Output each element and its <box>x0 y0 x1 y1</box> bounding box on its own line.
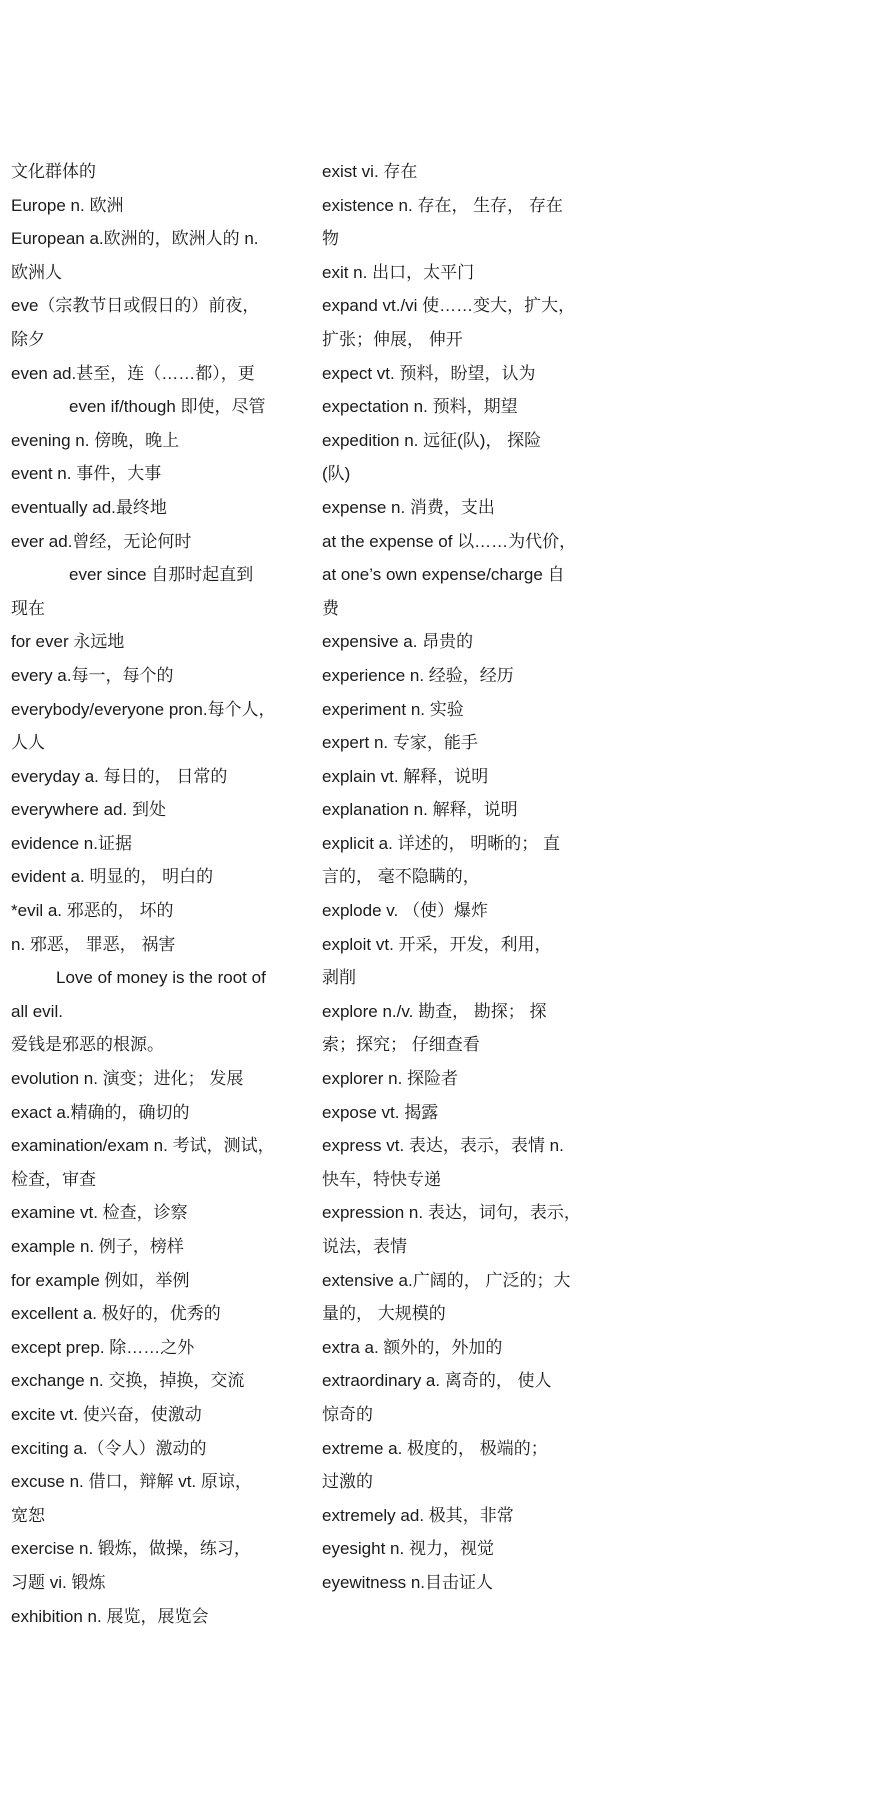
vocab-line: eyesight n. 视力，视觉 <box>322 1539 494 1559</box>
vocab-line: explain vt. 解释，说明 <box>322 766 489 786</box>
vocab-line: example n. 例子，榜样 <box>11 1237 184 1256</box>
vocab-line: explode v. （使）爆炸 <box>322 901 488 921</box>
vocab-line: except prep. 除……之外 <box>11 1337 195 1357</box>
vocab-line: 检查，审查 <box>11 1169 96 1189</box>
vocab-line: (队) <box>322 464 351 484</box>
vocab-line: 扩张；伸展， 伸开 <box>322 329 463 349</box>
vocab-line: extremely ad. 极其，非常 <box>322 1505 514 1525</box>
vocab-line: expensive a. 昂贵的 <box>322 632 474 652</box>
vocab-line: 言的， 毫不隐瞒的， <box>322 867 480 887</box>
vocab-line: event n. 事件，大事 <box>11 464 162 484</box>
vocab-line: European a.欧洲的，欧洲人的 n. <box>11 229 259 249</box>
vocab-line: n. 邪恶， 罪恶， 祸害 <box>11 934 176 954</box>
vocab-line: exchange n. 交换，掉换，交流 <box>11 1371 245 1391</box>
vocab-line: 习题 vi. 锻炼 <box>11 1572 106 1592</box>
vocab-line: expectation n. 预料，期望 <box>322 397 518 417</box>
vocab-line: experience n. 经验，经历 <box>322 665 514 685</box>
vocab-line: 人人 <box>11 733 45 753</box>
vocab-line: examine vt. 检查，诊察 <box>11 1203 188 1223</box>
vocab-line: extra a. 额外的，外加的 <box>322 1337 503 1357</box>
vocab-line: 爱钱是邪恶的根源。 <box>11 1035 164 1055</box>
vocab-line: 量的， 大规模的 <box>322 1304 446 1324</box>
vocab-line: explicit a. 详述的， 明晰的； 直 <box>322 833 561 853</box>
vocab-line: extraordinary a. 离奇的， 使人 <box>322 1371 552 1391</box>
vocab-line: 文化群体的 <box>11 162 96 181</box>
vocab-line: excuse n. 借口，辩解 vt. 原谅， <box>11 1472 252 1492</box>
vocab-line: at one’s own expense/charge 自 <box>322 565 565 585</box>
vocab-line: ever ad.曾经，无论何时 <box>11 531 192 551</box>
vocab-line: even ad.甚至，连（……都），更 <box>11 363 255 383</box>
vocab-line: 剥削 <box>322 968 356 988</box>
vocab-line: for ever 永远地 <box>11 632 125 652</box>
vocab-line: at the expense of 以……为代价， <box>322 531 577 551</box>
vocab-line: existence n. 存在， 生存， 存在 <box>322 195 563 215</box>
vocab-line: Love of money is the root of <box>56 968 266 988</box>
vocab-line: examination/exam n. 考试，测试， <box>11 1136 275 1156</box>
vocab-line: exciting a.（令人）激动的 <box>11 1438 207 1458</box>
vocab-line: 惊奇的 <box>322 1404 373 1424</box>
vocab-line: everywhere ad. 到处 <box>11 800 166 820</box>
vocab-line: exhibition n. 展览，展览会 <box>11 1606 209 1626</box>
vocab-line: 欧洲人 <box>11 262 62 282</box>
vocab-line: explorer n. 探险者 <box>322 1069 459 1089</box>
vocab-line: explore n./v. 勘查， 勘探； 探 <box>322 1001 547 1021</box>
vocab-line: 过激的 <box>322 1472 373 1492</box>
vocab-line: evident a. 明显的， 明白的 <box>11 867 214 887</box>
vocab-line: 除夕 <box>11 329 45 349</box>
vocab-line: exist vi. 存在 <box>322 162 418 181</box>
vocab-line: expect vt. 预料，盼望，认为 <box>322 363 536 383</box>
vocab-line: excite vt. 使兴奋，使激动 <box>11 1404 202 1424</box>
vocab-line: 物 <box>322 229 339 249</box>
vocab-line: for example 例如，举例 <box>11 1270 190 1290</box>
vocab-line: expert n. 专家，能手 <box>322 733 478 753</box>
vocab-line: *evil a. 邪恶的， 坏的 <box>11 901 174 921</box>
vocab-line: evening n. 傍晚，晚上 <box>11 430 180 450</box>
vocab-line: extensive a.广阔的， 广泛的；大 <box>322 1270 571 1290</box>
vocab-line: 索；探究； 仔细查看 <box>322 1035 480 1055</box>
vocab-line: expand vt./vi 使……变大，扩大， <box>322 296 576 316</box>
vocab-line: Europe n. 欧洲 <box>11 195 124 215</box>
vocab-line: evidence n.证据 <box>11 833 132 853</box>
vocab-line: experiment n. 实验 <box>322 699 464 719</box>
vocab-line: expedition n. 远征(队)， 探险 <box>322 430 542 450</box>
vocab-line: exercise n. 锻炼，做操，练习， <box>11 1539 251 1559</box>
vocab-line: 快车，特快专递 <box>322 1169 441 1189</box>
vocab-line: eve（宗教节日或假日的）前夜， <box>11 296 260 316</box>
left-column <box>11 155 301 1633</box>
vocab-line: even if/though 即使，尽管 <box>69 397 266 417</box>
vocab-line: ever since 自那时起直到 <box>69 565 254 585</box>
vocab-line: 费 <box>322 598 339 618</box>
vocab-line: exploit vt. 开采，开发，利用， <box>322 934 552 954</box>
vocab-line: 宽恕 <box>11 1505 45 1525</box>
vocab-line: 说法，表情 <box>322 1237 407 1256</box>
vocab-line: everyday a. 每日的， 日常的 <box>11 766 228 786</box>
vocab-line: excellent a. 极好的，优秀的 <box>11 1304 221 1324</box>
vocab-line: every a.每一，每个的 <box>11 665 174 685</box>
vocab-line: expression n. 表达，词句，表示， <box>322 1203 581 1223</box>
vocab-line: expense n. 消费，支出 <box>322 497 495 517</box>
vocab-line: extreme a. 极度的， 极端的； <box>322 1438 548 1458</box>
vocab-line: eyewitness n.目击证人 <box>322 1572 493 1592</box>
right-column <box>322 155 622 1600</box>
vocab-line: everybody/everyone pron.每个人， <box>11 699 276 719</box>
vocab-line: evolution n. 演变；进化； 发展 <box>11 1069 244 1089</box>
vocab-line: exact a.精确的，确切的 <box>11 1102 190 1122</box>
vocab-line: expose vt. 揭露 <box>322 1102 439 1122</box>
vocab-line: eventually ad.最终地 <box>11 497 167 517</box>
vocab-line: exit n. 出口，太平门 <box>322 262 475 282</box>
vocab-line: explanation n. 解释，说明 <box>322 800 518 820</box>
vocab-line: all evil. <box>11 1001 63 1021</box>
vocab-line: express vt. 表达，表示，表情 n. <box>322 1136 564 1156</box>
vocab-line: 现在 <box>11 598 45 618</box>
